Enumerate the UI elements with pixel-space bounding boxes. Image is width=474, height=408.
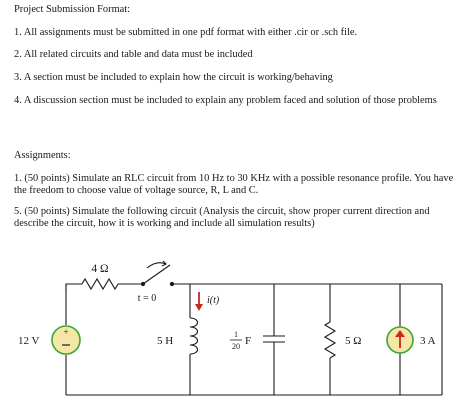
resistor-5ohm [325, 322, 335, 358]
capacitor-numerator: 1 [234, 330, 238, 339]
wire-top-left [66, 284, 82, 290]
format-item-3: 3. A section must be included to explain how the circuit is working/behaving [14, 72, 333, 83]
format-item-2: 2. All related circuits and table and data must be included [14, 49, 253, 60]
assignments-heading: Assignments: [14, 150, 71, 161]
voltage-source-label: 12 V [18, 335, 40, 347]
switch-contact [170, 282, 173, 285]
assignment-item-1: 1. (50 points) Simulate an RLC circuit from 10 Hz to 30 KHz with a possible resonance profile. You have the freedom to choose value of voltage source, R, L and C. [14, 173, 454, 197]
capacitor-denominator: 20 [232, 342, 240, 351]
format-item-1: 1. All assignments must be submitted in one pdf format with either .cir or .sch file. [14, 27, 358, 38]
current-arrowhead-icon [195, 304, 203, 311]
resistor-4ohm [82, 279, 118, 289]
inductor-label: 5 H [157, 335, 174, 347]
format-heading: Project Submission Format: [14, 4, 131, 15]
capacitor-unit: F [245, 335, 252, 347]
resistor-right-label: 5 Ω [345, 335, 362, 347]
switch-time-label: t = 0 [137, 293, 157, 304]
current-label: i(t) [207, 295, 220, 306]
resistor-top-label: 4 Ω [91, 263, 109, 275]
current-source-label: 3 A [420, 335, 436, 347]
assignment-item-5: 5. (50 points) Simulate the following circuit (Analysis the circuit, show proper current direction and describe the circuit, how it is working and include all simulation results) [14, 206, 430, 230]
plus-icon: + [63, 327, 69, 337]
inductor-coil [190, 318, 198, 354]
format-item-4: 4. A discussion section must be included to explain any problem faced and solution of those problems [14, 95, 437, 106]
